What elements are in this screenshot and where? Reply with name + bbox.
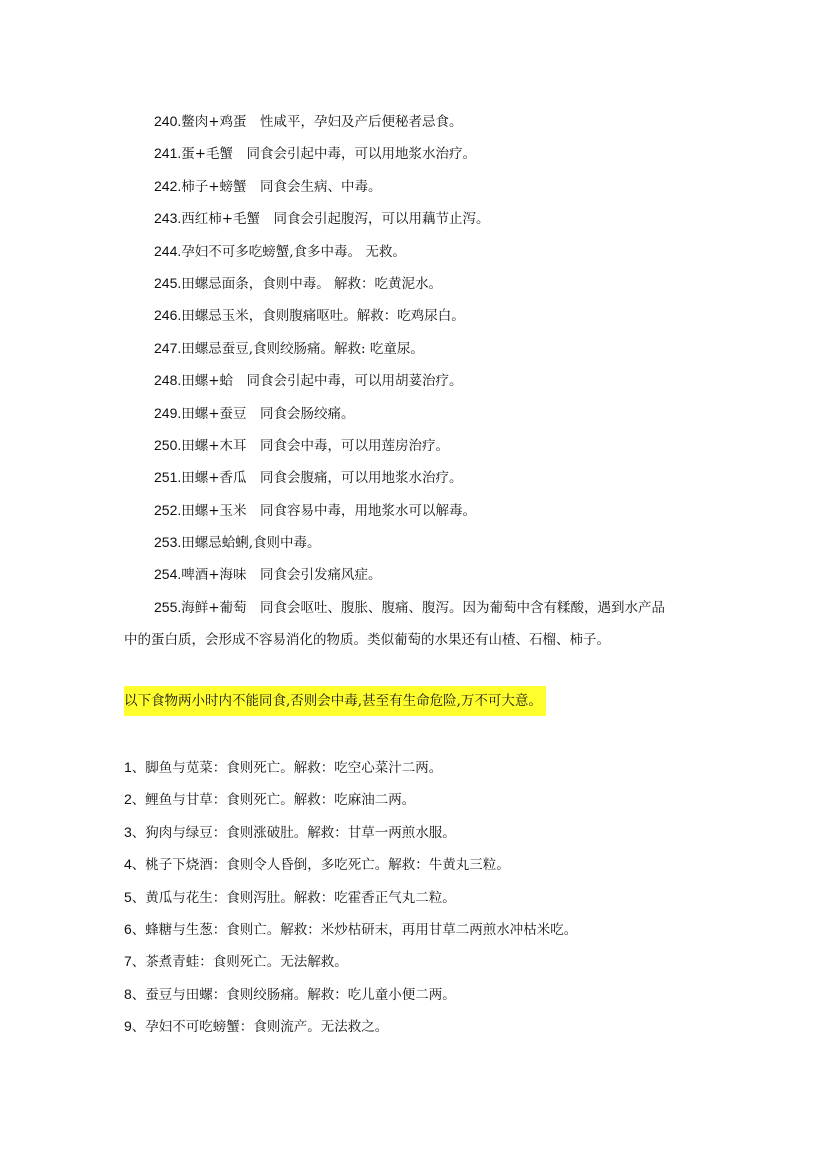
entry-245 <box>124 267 704 299</box>
item-number: 9 <box>124 1018 132 1035</box>
item-number: 2 <box>124 791 132 808</box>
list-item <box>124 783 704 815</box>
list-item <box>124 751 704 783</box>
entry-text: 西红柿+毛蟹 同食会引起腹泻，可以用藕节止泻。 <box>181 211 490 228</box>
entry-253 <box>124 526 704 558</box>
entry-244 <box>124 235 704 267</box>
item-text: 、黄瓜与花生：食则泻肚。解救：吃霍香正气丸二粒。 <box>131 889 456 906</box>
entry-250 <box>124 429 704 461</box>
item-text: 、狗肉与绿豆：食则涨破肚。解救：甘草一两煎水服。 <box>131 824 456 841</box>
entry-text: 田螺+蚕豆 同食会肠绞痛。 <box>181 405 355 422</box>
entry-254 <box>124 558 704 590</box>
item-text: 、桃子下烧酒：食则令人昏倒，多吃死亡。解救：牛黄丸三粒。 <box>131 857 510 874</box>
entry-text-continuation: 中的蛋白质，会形成不容易消化的物质。类似葡萄的水果还有山楂、石榴、柿子。 <box>124 632 610 649</box>
entry-243 <box>124 202 704 234</box>
entry-242 <box>124 170 704 202</box>
item-number: 4 <box>124 856 132 873</box>
list-item <box>124 1010 704 1042</box>
entry-number: 246. <box>154 307 182 324</box>
numbered-entries <box>124 105 704 657</box>
entry-number: 245. <box>154 274 182 291</box>
entry-text: 田螺忌玉米，食则腹痛呕吐。解救：吃鸡尿白。 <box>181 308 465 325</box>
list-item <box>124 816 704 848</box>
entry-text: 田螺忌面条，食则中毒。 解救：吃黄泥水。 <box>181 275 443 292</box>
entry-number: 250. <box>154 436 182 453</box>
entry-number: 251. <box>154 469 182 486</box>
entry-text: 田螺+木耳 同食会中毒，可以用莲房治疗。 <box>181 437 450 454</box>
entry-text: 蛋+毛蟹 同食会引起中毒，可以用地浆水治疗。 <box>181 146 477 163</box>
entry-text: 田螺+玉米 同食容易中毒，用地浆水可以解毒。 <box>181 502 477 519</box>
entry-text: 鳖肉+鸡蛋 性咸平，孕妇及产后便秘者忌食。 <box>181 114 463 130</box>
highlighted-warning-text: 以下食物两小时内不能同食,否则会中毒,甚至有生命危险,万不可大意。 <box>124 686 546 716</box>
incompatible-food-list <box>124 751 704 1043</box>
item-number: 8 <box>124 985 132 1002</box>
entry-251 <box>124 461 704 493</box>
item-number: 5 <box>124 888 132 905</box>
entry-number: 241. <box>154 145 182 162</box>
list-item <box>124 945 704 977</box>
entry-241 <box>124 137 704 169</box>
entry-249 <box>124 397 704 429</box>
entry-255 <box>124 591 734 657</box>
entry-text: 田螺+蛤 同食会引起中毒，可以用胡荽治疗。 <box>181 373 463 390</box>
entry-number: 255. <box>154 598 182 615</box>
list-item <box>124 913 704 945</box>
entry-248 <box>124 364 704 396</box>
entry-number: 249. <box>154 404 182 421</box>
entry-text: 田螺+香瓜 同食会腹痛，可以用地浆水治疗。 <box>181 470 463 487</box>
list-item <box>124 978 704 1010</box>
warning-banner <box>124 686 546 716</box>
list-item <box>124 881 704 913</box>
entry-text: 田螺忌蚕豆,食则绞肠痛。解救: 吃童尿。 <box>181 340 424 357</box>
entry-number: 244. <box>154 242 182 259</box>
entry-number: 254. <box>154 566 182 583</box>
entry-252 <box>124 494 704 526</box>
entry-number: 247. <box>154 339 182 356</box>
entry-number: 242. <box>154 177 182 194</box>
entry-number: 243. <box>154 210 182 227</box>
item-number: 3 <box>124 823 132 840</box>
entry-240 <box>124 105 704 137</box>
entry-number: 252. <box>154 501 182 518</box>
item-text: 、蜂糖与生葱：食则亡。解救：米炒枯研末，再用甘草二两煎水冲枯米吃。 <box>131 921 578 938</box>
item-text: 、脚鱼与苋菜：食则死亡。解救：吃空心菜汁二两。 <box>131 760 443 776</box>
entry-text: 海鲜+葡萄 同食会呕吐、腹胀、腹痛、腹泻。因为葡萄中含有糅酸，遇到水产品 <box>181 599 666 616</box>
item-number: 1 <box>124 759 132 775</box>
entry-246 <box>124 299 704 331</box>
entry-text: 田螺忌蛤蜊,食则中毒。 <box>181 535 321 552</box>
entry-text: 孕妇不可多吃螃蟹,食多中毒。 无救。 <box>181 243 406 260</box>
item-text: 、孕妇不可吃螃蟹：食则流产。无法救之。 <box>131 1019 389 1036</box>
item-text: 、茶煮青蛙：食则死亡。无法解救。 <box>131 954 348 971</box>
item-number: 6 <box>124 920 132 937</box>
entry-number: 248. <box>154 372 182 389</box>
entry-number: 253. <box>154 534 182 551</box>
item-number: 7 <box>124 953 132 970</box>
entry-number: 240. <box>154 113 182 129</box>
entry-text: 柿子+螃蟹 同食会生病、中毒。 <box>181 178 382 195</box>
entry-text: 啤酒+海味 同食会引发痛风症。 <box>181 567 382 584</box>
entry-247 <box>124 332 704 364</box>
item-text: 、鲤鱼与甘草：食则死亡。解救：吃麻油二两。 <box>131 792 416 809</box>
list-item <box>124 848 704 880</box>
item-text: 、蚕豆与田螺：食则绞肠痛。解救：吃儿童小便二两。 <box>131 986 456 1003</box>
